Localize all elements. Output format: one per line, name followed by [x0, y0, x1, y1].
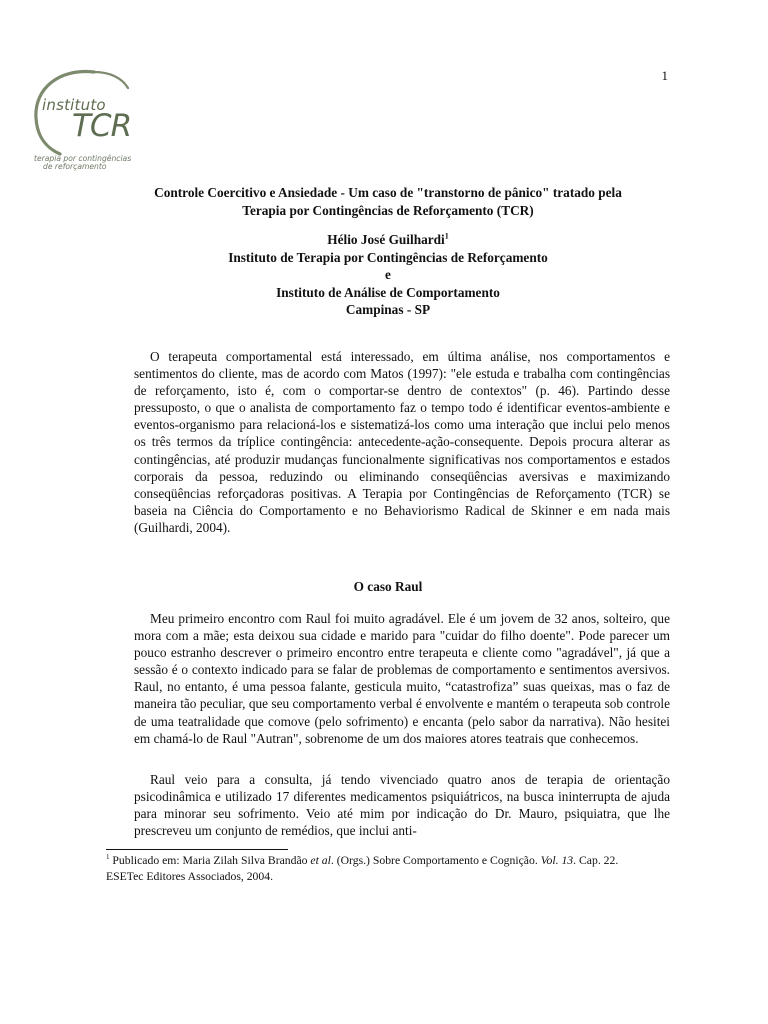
- author-footnote-marker[interactable]: 1: [444, 231, 449, 241]
- title-line-2: Terapia por Contingências de Reforçamento (TCR): [242, 203, 534, 218]
- author-affiliation-1: Instituto de Terapia por Contingências de Reforçamento: [228, 249, 548, 265]
- footnote-text-3: . Cap. 22.: [573, 854, 619, 867]
- body-paragraph-2: Raul veio para a consulta, já tendo vivenciado quatro anos de terapia de orientação psicodinâmica e utilizado 17 diferentes medicamentos psiquiátricos, na busca ininterrupta de ajuda para minorar seu sofrimento. Veio até mim por indicação do Dr. Mauro, psiquiatra, que lhe prescreveu um conjunto de remédios, que inclui anti-: [134, 772, 670, 839]
- logo-tagline: [34, 155, 146, 171]
- institute-logo: [30, 68, 145, 180]
- footnote-volume: Vol. 13: [540, 854, 574, 867]
- footnote-divider: [106, 849, 288, 850]
- author-block: [100, 231, 676, 319]
- author-name: Hélio José Guilhardi: [327, 232, 445, 247]
- footnote-publisher: ESETec Editores Associados, 2004.: [106, 870, 274, 883]
- logo-tagline-line2: de reforçamento: [43, 162, 107, 171]
- logo-tagline-line1: terapia por contingências: [34, 154, 132, 163]
- footnote-et-al: et al: [310, 854, 331, 867]
- page-number: 1: [661, 68, 668, 83]
- footnote: [106, 853, 670, 885]
- logo-word-instituto: instituto: [42, 96, 106, 114]
- author-conjunction: e: [385, 267, 391, 282]
- footnote-text-2: . (Orgs.) Sobre Comportamento e Cognição.: [330, 854, 541, 867]
- footnote-text-1: Publicado em: Maria Zilah Silva Brandão: [109, 854, 311, 867]
- body-paragraph-1: Meu primeiro encontro com Raul foi muito agradável. Ele é um jovem de 32 anos, solteiro, que mora com a mãe; esta deixou sua cidade e marido para "cuidar do filho doente". Pode parecer um pouco estranho descrever o primeiro encontro entre terapeuta e cliente como "agradável", já que a sessão é o contexto indicado para se falar de problemas de comportamento e sentimentos aversivos. Raul, no entanto, é uma pessoa falante, gesticula muito, “catastrofiza” suas queixas, mas o faz de maneira tão peculiar, que seu comportamento verbal é envolvente e mantém o terapeuta sob controle de uma teatralidade que comove (pelo sofrimento) e encanta (pelo sabor da narrativa). Não hesitei em chamá-lo de Raul "Autran", sobrenome de um dos maiores atores teatrais que conhecemos.: [134, 611, 670, 746]
- section-heading: O caso Raul: [353, 579, 423, 594]
- abstract-paragraph: O terapeuta comportamental está interessado, em última análise, nos comportamentos e sentimentos do cliente, mas de acordo com Matos (1997): "ele estuda e trabalha com contingências de reforçamento, isto é, com o comportar-se dentro de contextos" (p. 46). Partindo desse pressuposto, o que o analista de comportamento faz o tempo todo é identificar eventos-ambiente e eventos-organismo para relacioná-los e sistematizá-los como uma interação que inclui pelo menos os três termos da tríplice contingência: antecedente-ação-consequente. Depois procura alterar as contingências, até produzir mudanças funcionalmente significativas nos comportamentos e estados corporais da pessoa, reduzindo ou eliminando conseqüências aversivas e maximizando conseqüências reforçadoras positivas. A Terapia por Contingências de Reforçamento (TCR) se baseia na Ciência do Comportamento e no Behaviorismo Radical de Skinner e em nada mais (Guilhardi, 2004).: [134, 349, 670, 535]
- author-line: [100, 231, 676, 249]
- logo-word-tcr: TCR: [72, 108, 132, 144]
- footnote-marker: 1: [106, 853, 110, 862]
- author-location: Campinas - SP: [345, 302, 431, 317]
- document-title: [100, 184, 676, 220]
- title-line-1: Controle Coercitivo e Ansiedade - Um caso de "transtorno de pânico" tratado pela: [154, 185, 622, 200]
- author-affiliation-2: Instituto de Análise de Comportamento: [276, 284, 500, 300]
